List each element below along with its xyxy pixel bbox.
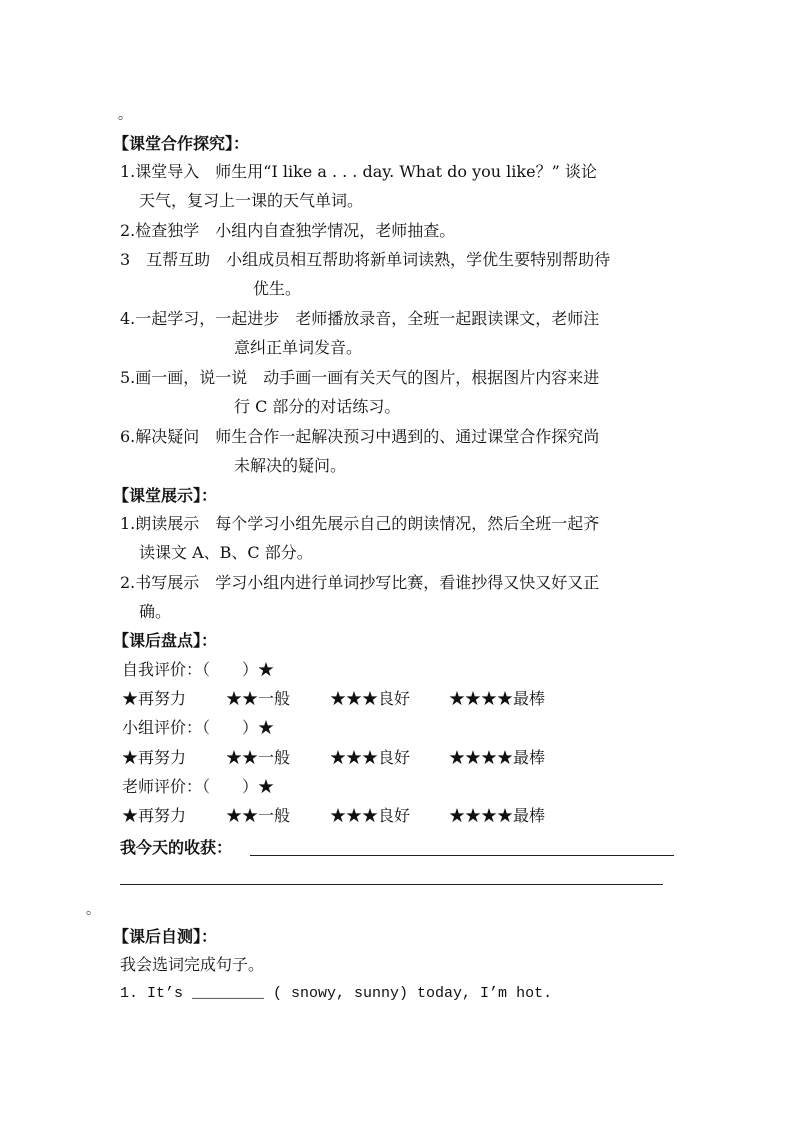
rating-level-2: ★★一般 [226, 748, 291, 767]
section-heading-review: 【课后盘点】： [113, 631, 218, 650]
rating-level-3: ★★★良好 [330, 689, 411, 708]
rating-level-4: ★★★★最棒 [449, 689, 546, 708]
display-item-1-line2: 读课文 A、B、C 部分。 [139, 543, 313, 562]
coop-item-6-line2: 未解决的疑问。 [234, 456, 347, 475]
display-item-2-line1: 2.书写展示 学习小组内进行单词抄写比赛，看谁抄得又快又好又正 [120, 573, 600, 592]
display-item-2-line2: 确。 [139, 602, 172, 621]
display-item-1-line1: 1.朗读展示 每个学习小组先展示自己的朗读情况，然后全班一起齐 [120, 514, 600, 533]
rating-level-2: ★★一般 [226, 806, 291, 825]
harvest-label: 我今天的收获： [120, 838, 233, 857]
selftest-question-1: 1. It’s ________ ( snowy, sunny) today, I’m hot. [120, 985, 553, 1002]
coop-item-1-line1: 1.课堂导入 师生用“I like a . . . day. What do you like？” 谈论 [120, 162, 597, 181]
coop-item-6-line1: 6.解决疑问 师生合作一起解决预习中遇到的、通过课堂合作探究尚 [120, 427, 600, 446]
top-mark: 。 [118, 107, 132, 123]
coop-item-4-line1: 4.一起学习，一起进步 老师播放录音，全班一起跟读课文，老师注 [120, 309, 600, 328]
rating-level-1: ★再努力 [122, 748, 187, 767]
group-evaluation: 小组评价：（ ）★ [122, 718, 275, 737]
coop-item-5-line2: 行 C 部分的对话练习。 [234, 397, 401, 416]
teacher-evaluation: 老师评价：（ ）★ [122, 777, 275, 796]
rating-level-4: ★★★★最棒 [449, 806, 546, 825]
self-evaluation: 自我评价：（ ）★ [122, 660, 275, 679]
mid-mark: 。 [86, 902, 100, 918]
section-heading-display: 【课堂展示】： [113, 486, 218, 505]
selftest-instruction: 我会选词完成句子。 [120, 955, 265, 974]
rating-level-1: ★再努力 [122, 806, 187, 825]
coop-item-3-line2: 优生。 [253, 279, 302, 298]
rating-level-2: ★★一般 [226, 689, 291, 708]
rating-level-3: ★★★良好 [330, 806, 411, 825]
section-heading-selftest: 【课后自测】： [113, 927, 218, 946]
coop-item-1-line2: 天气，复习上一课的天气单词。 [139, 191, 364, 210]
rating-level-4: ★★★★最棒 [449, 748, 546, 767]
coop-item-2-line1: 2.检查独学 小组内自查独学情况，老师抽查。 [120, 221, 456, 240]
coop-item-4-line2: 意纠正单词发音。 [234, 338, 363, 357]
rating-level-1: ★再努力 [122, 689, 187, 708]
coop-item-5-line1: 5.画一画，说一说 动手画一画有关天气的图片，根据图片内容来进 [120, 368, 600, 387]
section-heading-cooperation: 【课堂合作探究】： [113, 134, 250, 153]
harvest-line-2 [120, 884, 663, 885]
harvest-line-1 [250, 855, 674, 856]
coop-item-3-line1: 3 互帮互助 小组成员相互帮助将新单词读熟，学优生要特别帮助待 [120, 250, 611, 269]
rating-level-3: ★★★良好 [330, 748, 411, 767]
